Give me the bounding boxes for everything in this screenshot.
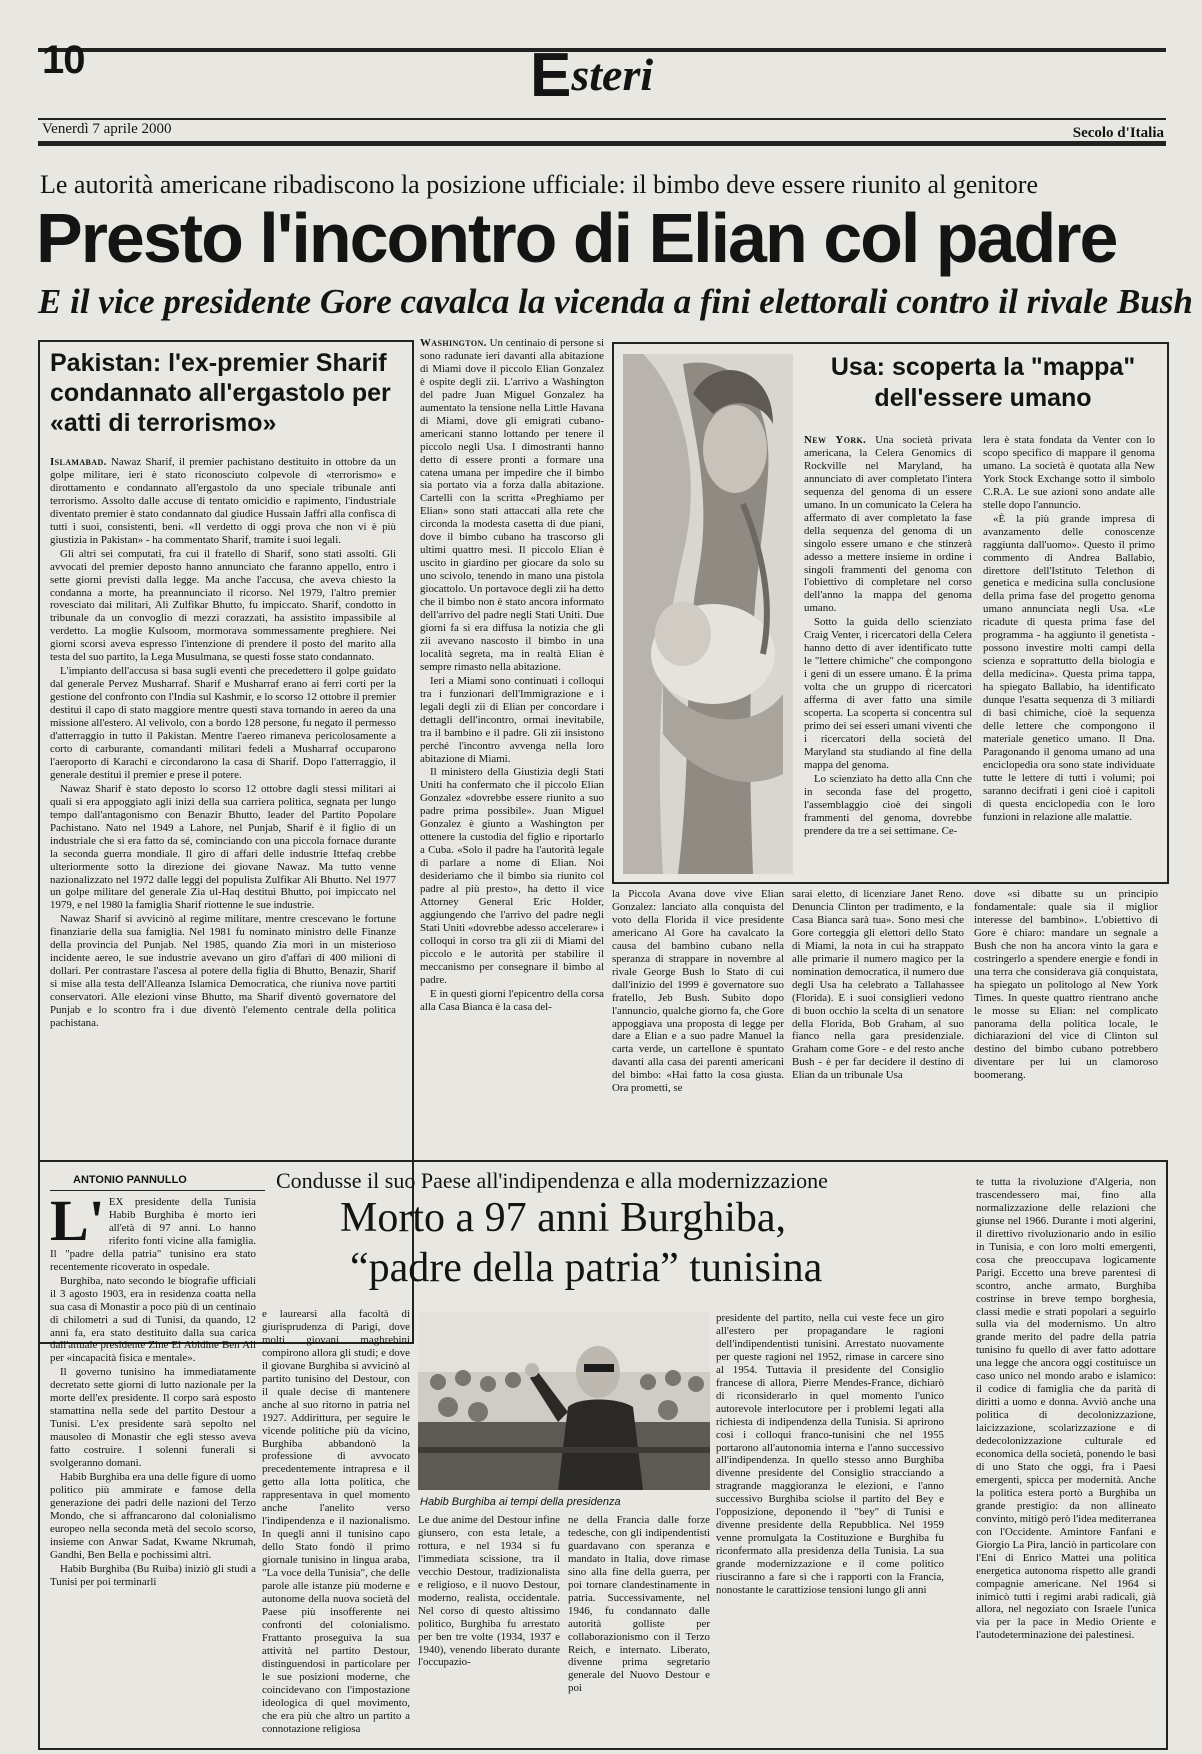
burghiba-column-2b <box>418 1514 560 1742</box>
burghiba-kicker: Condusse il suo Paese all'indipendenza e alla modernizzazione <box>276 1168 828 1193</box>
pakistan-dateline: Islamabad. <box>50 456 107 468</box>
burghiba-photo-caption: Habib Burghiba ai tempi della presidenza <box>420 1496 621 1508</box>
masthead-rule <box>38 118 1166 120</box>
usa-column-2 <box>983 434 1155 874</box>
burghiba-crowd-illustration <box>418 1312 710 1490</box>
pakistan-p1-text: Nawaz Sharif, il premier pachistano destituito in ottobre da un golpe militare, ieri è stato riconosciuto colpevole di «terrorismo» e dirottamento e condannato all'ergastolo da uno speciale tribunale anti terrorismo. Assolto dalle accuse di tentato omicidio e rapimento, l'industriale diventato premier è stato condannato dal giudice Hussain Jaffri alla confisca di tutti i suoi, consistenti, beni. «Il verdetto di oggi prova che non vi è più giustizia in Pakistan» - ha commentato Sharif, tramite i suoi legali. <box>50 456 396 546</box>
mother-child-photo <box>623 354 793 874</box>
burghiba-photo <box>418 1312 710 1490</box>
burghiba-column-1 <box>50 1196 256 1742</box>
burghiba-p4: Habib Burghiba era una delle figure di uomo politico più ammirate e famose della generazione dei padri delle nazioni del Terzo Mondo, che si affrancarono dal colonialismo europeo nella seconda metà del secolo scorso, insieme con Anwar Sadat, Kwame Nkrumah, Gandhi, Ben Bella e pochissimi altri. <box>50 1471 256 1561</box>
burghiba-column-3b <box>568 1514 710 1742</box>
date-line: Venerdì 7 aprile 2000 <box>42 121 172 137</box>
elian-p2: Ieri a Miami sono continuati i colloqui tra i funzionari dell'Immigrazione e i legali degli zii di Elian per concordare i dettagli dell'incontro, ormai inevitabile, tra il bambino e il padre. Gli zii insistono perché l'incontro avvenga nella loro abitazione di Miami. <box>420 674 604 765</box>
elian-c3: la Piccola Avana dove vive Elian Gonzalez: lanciato alla conquista del voto della Florida il vice presidente americano Al Gore ha cavalcato la causa del bambino cubano nella speranza di strappare in novembre al rivale George Bush lo Stato di cui dall'inizio del 1999 è governatore suo fratello, Jeb Bush. Subito dopo l'annuncio, qualche giorno fa, che Gore appoggiava una proposta di legge per dare a Elian e a suo padre Manuel la carta verde, un cartellone è spuntato davanti alla casa dei parenti americani del bimbo: «Hai fatto la cosa giusta. Ora prometti, se <box>612 888 784 1095</box>
byline-rule <box>50 1190 265 1191</box>
usa-p4: lera è stata fondata da Venter con lo scopo specifico di mappare il genoma umano. La società è quotata alla New York Stock Exchange sotto il simbolo C.R.A. Le sue azioni sono andate alle stelle dopo l'annuncio. <box>983 434 1155 511</box>
usa-column-1 <box>804 434 972 874</box>
usa-p5: «È la più grande impresa di avanzamento delle conoscenze raggiunta dall'uomo». Questo il primo commento di Andrea Ballabio, direttore dell'Istituto Telethon di genetica e medicina sulla conclusione della prima fase del progetto genoma umano annunciata negli Usa. «Le ricadute di questa prima fase del programma - ha aggiunto il genetista - possono investire molti campi della scienza e soprattutto della biologia e della medicina». Questa prima tappa, ha spiegato Ballabio, ha identificato dunque l'esatta sequenza di 3 miliardi di basi chimiche, cioè la sequenza delle lettere che compongono il materiale genetico umano. Il Dna. Paragonando il genoma umano ad una enciclopedia ora sono state individuate tutte le lettere di tutti i volumi; poi saranno decifrati i geni cioè i capitoli di questa enciclopedia con le loro funzioni in relazione alle malattie. <box>983 512 1155 823</box>
newspaper-name: Secolo d'Italia <box>1072 125 1164 141</box>
pakistan-headline: Pakistan: l'ex-premier Sharif condannato all'ergastolo per «atti di terrorismo» <box>50 349 391 437</box>
burghiba-c5: te tutta la rivoluzione d'Algeria, non trascendessero mai, fino alla normalizzazione delle relazioni che giunse nel 1966. Durante i moti algerini, il direttivo rivoluzionario ando in esilio in Tunisia, e con loro molti emergenti, cosa che preoccupava logicamente Parigi. Eccetto una breve parentesi di scontro, anche armato, Burghiba costrinse in breve tempo borghesia, classi medie e strati popolari a seguirlo sulla via del modernismo. Un altro grande merito del padre della patria tunisino fu quello di aver fatto adottare una legge che ancora oggi costituisce un caso unico nel mondo arabo e islamico: il codice di famiglia che da parità di diritti a uomo e donna. Avviò anche una politica di decolonizzazione, laicizzazione, scolarizzazione e di dedecolonizzazione culturale ed economica della società, ponendo le basi di uno Stato che oggi, fra i Paesi emergenti, spicca per modernità. Anche la politica estera portò a Burghiba un grande prestigio: da non allineato convinto, mitigò però l'idea mediterranea con l'Occidente. Amintore Fanfani e Giorgio La Pira, lanciò in particolare con l'Eni di Enrico Mattei una politica energetica autonoma rispetto alle grandi compagnie americane. Nel 1964 si inimicò tutti i regimi arabi radicali, già allora, nel negoziato con Israele l'unica via per la pace in Medio Oriente e l'autodeterminazione dei palestinesi. <box>976 1176 1156 1642</box>
burghiba-column-4 <box>716 1312 944 1742</box>
pakistan-p4: Nawaz Sharif è stato deposto lo scorso 12 ottobre dagli stessi militari ai quali si era appoggiato agli inizi della sua carriera politica, segnata per lungo tempo dall'antagonismo con Benazir Bhutto, leader del Partito Popolare Pachistano. Nato nel 1949 a Lahore, nel Punjab, Sharif è il figlio di un industriale che si era fatto da sé, cominciando con una piccola fornace durante la seconda guerra mondiale. Il giro di affari delle industrie Ittefaq crebbe ulteriormente sotto la direzione dei giovane Nawaz. Ma tutto venne nazionalizzato nel 1972 dalle leggi del populista Zulfikar Ali Bhutto. Nel 1977 un golpe militare del generale Zia ul-Haq destituì Bhutto, poi impiccato nel 1979, e nel 1980 la famiglia Sharif riottenne le sue industrie. <box>50 782 396 912</box>
burghiba-c2b: Le due anime del Destour infine giunsero, con esta letale, a rottura, e nel 1934 si fu l'immediata scissione, tra il vecchio Destour, tradizionalista e religioso, e il nuovo Destour, moderno, realista, occidentale. Nel corso di questo altissimo politico, Burghiba fu arrestato per ben tre volte (1934, 1937 e 1940), venendo liberato durante l'occupazio- <box>418 1514 560 1669</box>
pakistan-p2: Gli altri sei computati, fra cui il fratello di Sharif, sono stati assolti. Gli avvocati del premier deposto hanno annunciato che faranno appello, entro i sette giorni previsti dalla legge. Ma anche l'accusa, che aveva chiesto la condanna a morte, ha preannunciato il ricorso. Nel 1979, l'altro premier rovesciato dai militari, Ali Zulfikar Bhutto, fu impiccato. Sharif, condotto in tribunale da un convoglio di mezzi corazzati, ha assistito impassibile al verdetto. La moglie Kulsoom, mormorava sommessamente preghiere. Nei giorni scorsi aveva espresso l'intenzione di prendere il posto del marito alla testa del suo partito, la Lega Musulmana, se questi fosse stato condannato. <box>50 547 396 664</box>
burghiba-byline: ANTONIO PANNULLO <box>73 1174 187 1186</box>
burghiba-c2: e laurearsi alla facoltà di giurisprudenza di Parigi, dove molti giovani maghrebini compirono allora gli studi; e dove il giovane Burghiba si avvicinò al partito tunisino del Destour, con il quale decise di mantenere anche al suo ritorno in patria nel 1927. Addirittura, per seguire le vicende politiche più da vicino, Burghiba abbandonò la professione di avvocato precedentemente intrapresa e il getto alla lotta politica, che rappresentava in quel momento anche l'anelito verso l'indipendenza e il nazionalismo. In quegli anni il tunisino capo dello Stato fondò il primo giornale tunisino in lingua araba, "La voce della Tunisia", che delle parole alle istanze più moderne e autonome della nuova società del Paese più insofferente nei confronti del colonialismo. Frattanto proseguiva la sua attività nel partito Destour, distinguendosi in particolare per le sue posizioni moderne, che coincidevano con l'impostazione ideologica di quel movimento, che era più che altro un partito a connotazione religiosa <box>262 1308 410 1735</box>
burghiba-p1: EX presidente della Tunisia Habib Burghiba è morto ieri all'età di 97 anni. Lo hanno riferito fonti vicine alla famiglia. Il "padre della patria" tunisino era stato recentemente ricoverato in ospedale. <box>50 1196 256 1273</box>
usa-p3: Lo scienziato ha detto alla Cnn che in seconda fase del progetto, l'assemblaggio cioè dei singoli frammenti del genoma, dovrebbe prendere da tre a sei settimane. Ce- <box>804 772 972 837</box>
burghiba-title-2: “padre della patria” tunisina <box>350 1245 823 1291</box>
elian-p1 <box>420 337 604 674</box>
page-number: 10 <box>42 38 85 82</box>
section-rest: steri <box>571 49 654 100</box>
burghiba-c4: presidente del partito, nella cui veste fece un giro all'estero per propagandare le ragioni dell'indipendentisti tunisini. Arrestato nuovamente per queste ragioni nel 1952, rimase in carcere sino al 1954. Tuttavia il presidente del Consiglio francese di allora, Pierre Mendes-France, dichiarò di riconsiderarlo in quel momento l'unico autorevole interlocutore per i problemi legati alla richiesta di indipendenza della Tunisia. Si aprirono così i colloqui franco-tunisini che nel 1955 portarono all'autonomia interna e l'anno successivo all'indipendenza. In quello stesso anno Burghiba divenne presidente del Consiglio stracciando a stragrande maggioranza le elezioni, e l'anno successivo Burghiba sciolse il partito del Bey e l'opposizione, deponendo il "bey" di Tunisi e divenne presidente della Repubblica. Nel 1959 venne promulgata la Costituzione e Burghiba fu riconfermato alla presidenza della Tunisia. La sua grande modernizzazione e il come politico riusciranno a fare sì che i rapporti con la Francia, nonostante le carattiziose tensioni lungo gli anni <box>716 1312 944 1597</box>
mother-child-illustration <box>623 354 793 874</box>
usa-p1 <box>804 434 972 615</box>
burghiba-p3: Il governo tunisino ha immediatamente decretato sette giorni di lutto nazionale per la morte dell'ex presidente. Il corpo sarà esposto stamattina nella sede del partito Destour a Tunisi. L'ex presidente sarà sepolto nel mausoleo di Monastir che egli stesso aveva fatto costruire. I solenni funerali si svolgeranno domani. <box>50 1366 256 1470</box>
burghiba-c3b: ne della Francia dalle forze tedesche, con gli indipendentisti guardavano con speranza e mandato in Italia, dove rimase sino alla fine della guerra, per poi tornare clandestinamente in patria. Successivamente, nel 1946, fu condannato dalle autorità golliste per collaborazionismo con il Terzo Reich, e internato. Liberato, divenne prima segretario generale del Nuovo Destour e poi <box>568 1514 710 1695</box>
pakistan-p3: L'impianto dell'accusa si basa sugli eventi che precedettero il golpe guidato dal generale Pervez Musharraf. Sharif e Musharraf erano ai ferri corti per la gestione del confronto con l'India sul Kashmir, e lo scorso 12 ottobre il premier destituì il capo di stato maggiore mentre questi stava tornando in aereo da una missione all'estero. Al velivolo, con a bordo 128 persone, fu negato il permesso d'atterraggio in tutto il Pakistan. Mentre l'aereo rimaneva pericolosamente a corto di carburante, comandanti militari fedeli a Musharraf occuparono l'aeroporto di Karachi e circondarono la casa di Sharif. Dopo l'atterraggio, il generale destituì il premier e prese il potere. <box>50 665 396 781</box>
lead-title: Presto l'incontro di Elian col padre <box>36 199 1117 277</box>
burghiba-p2: Burghiba, nato secondo le biografie ufficiali il 3 agosto 1903, era in residenza coatta nella sua casa di Monastir a poco più di un centinaio di chilometri a sud di Tunisi, da quando, 12 anni fa, era stato destituito dalla sua carica dall'attuale presidente Zine El Abidine Ben Ali per «incapacità fisica e mentale». <box>50 1274 256 1365</box>
elian-p4: E in questi giorni l'epicentro della corsa alla Casa Bianca è la casa del- <box>420 987 604 1013</box>
elian-dateline: Washington. <box>420 337 487 349</box>
masthead-rule-thick <box>38 141 1166 146</box>
pakistan-p5: Nawaz Sharif si avvicinò al regime militare, mentre crescevano le fortune finanziarie della sua famiglia. Nel 1981 fu nominato ministro delle Finanze della provincia del Punjab. Nel 1985, quando Zia morì in un misterioso incidente aereo, le sue industrie avevano un giro d'affari di 400 milioni di dollari. Per contrastare l'ascesa al potere della figlia di Bhutto, Benazir, Sharif si mise alla testa dell'Alleanza Islamica Democratica, che riuniva nove partiti conservatori. Alle elezioni vinse Bhutto, ma Sharif diventò governatore del Punjab e lo scontro fra i due diventò l'elemento centrale della politica pachistana. <box>50 913 396 1029</box>
section-initial: E <box>530 41 572 110</box>
usa-p2: Sotto la guida dello scienziato Craig Venter, i ricercatori della Celera hanno detto di aver identificato tutte le "lettere chimiche" che compongono i geni di un essere umano. È la prima volta che un gruppo di ricercatori afferma di aver fatto una simile scoperta. La scoperta si concentra sul primo dei sei esseri umani viventi che i ricercatori della società del Maryland sta studiando al fine della mappa del genoma. <box>804 616 972 771</box>
lead-subtitle: E il vice presidente Gore cavalca la vicenda a fini elettorali contro il rivale Bush <box>38 282 1193 321</box>
usa-headline: Usa: scoperta la "mappa" dell'essere umano <box>830 353 1136 412</box>
burghiba-column-2 <box>262 1308 410 1742</box>
usa-dateline: New York. <box>804 434 867 446</box>
burghiba-column-5 <box>976 1176 1156 1742</box>
elian-p3: Il ministero della Giustizia degli Stati Uniti ha confermato che il piccolo Elian Gonzalez «dovrebbe essere riunito a suo padre prima possibile». Juan Miguel Gonzalez è giunto a Washington per ottenere la custodia del figlio e riportarlo a Cuba. «Solo il padre ha l'autorità legale di parlare a nome di Elian. Noi desideriamo che il bimbo sia riunito col padre al più presto», ha detto il vice Attorney General Eric Holder, aggiungendo che l'arrivo del padre negli Stati Uniti «dovrebbe adesso accelerare» i colloqui in corso tra gli zii di Miami del piccolo e le autorità per stabilire il meccanismo per consegnare il bimbo al padre. <box>420 766 604 986</box>
usa-p1-text: Una società privata americana, la Celera Genomics di Rockville nel Maryland, ha annunciato di aver completato l'intera sequenza del genoma di un essere umano. In un comunicato la Celera ha affermato di aver completato la fase della sequenza del genoma di un singolo essere umano e che stinzerà adesso a mettere insieme in ordine i singoli frammenti del genoma con l'obiettivo di completare nel corso dell'anno la mappa del genoma umano. <box>804 434 972 615</box>
pakistan-p1 <box>50 456 396 547</box>
burghiba-dropcap: L' <box>50 1196 105 1253</box>
burghiba-p5: Habib Burghiba (Bu Ruiba) iniziò gli studi a Tunisi per poi terminarli <box>50 1562 256 1588</box>
section-title <box>530 40 653 111</box>
elian-p1-text: Un centinaio di persone si sono radunate ieri davanti alla abitazione di Miami dove il piccolo Elian Gonzalez è ospite degli zii. L'arrivo a Washington del padre Juan Miguel Gonzalez ha aumentato la tensione nella Little Havana di Miami, dove gli emigrati cubano-americani stanno lottando per tenere il piccolo negli Usa. I dimostranti hanno detto di essere pronti a formare una catena umana per impedire che il bimbo sia portato via a forza dalla abitazione. Cartelli con la scritta «Preghiamo per Elian» sono stati attaccati alla rete che circonda la modesta casetta di due piani, dove il bimbo cubano ha trascorso gli ultimi quattro mesi. Il piccolo Elian è uscito in giardino per giocare da solo su uno scivolo, tenendo in mano una pistola giocattolo. Un portavoce degli zii ha detto che il bimbo non è stato ancora informato dell'arrivo del padre negli Stati Uniti. Due giorni fa si era diffusa la notizia che gli zii avevano nascosto il bimbo in una località segreta, ma in realtà Elian è sempre rimasto nella abitazione. <box>420 337 604 673</box>
burghiba-title-1: Morto a 97 anni Burghiba, <box>340 1195 787 1241</box>
elian-c4: sarai eletto, di licenziare Janet Reno. Denuncia Clinton per tradimento, e la Casa Bianca sarà tua». Sono mesi che Gore corteggia gli elettori dello Stato di Miami, la nota in cui ha strappato alle primarie il numero magico per la nomination democratica, il numero due degli Usa ha celebrato a Tallahassee (Florida). E i suoi consiglieri vedono di buon occhio la scelta di un senatore della Florida, Bob Graham, al suo fianco nella gara presidenziale. Graham come Gore - e del resto anche Bush - è per far decidere il destino di Elian da un tribunale Usa <box>792 888 964 1082</box>
elian-c5: dove «si dibatte su un principio fondamentale: quale sia il miglior interesse del bambino». L'obiettivo di Gore è chiaro: mandare un segnale a Bush che non ha ancora vinto la gara e costringerlo a spendere energie e fondi in una terra che considerava già conquistata, ha spiegato un politologo al New York Times. In queste quattro rientrano anche le mosse su Elian: nel complicato panorama della politica locale, le dichiarazioni del vice di Clinton sul destino del bimbo cubano potrebbero diventare per lui un clamoroso boomerang. <box>974 888 1158 1082</box>
lead-kicker: Le autorità americane ribadiscono la posizione ufficiale: il bimbo deve essere riunito al genitore <box>40 170 1038 199</box>
